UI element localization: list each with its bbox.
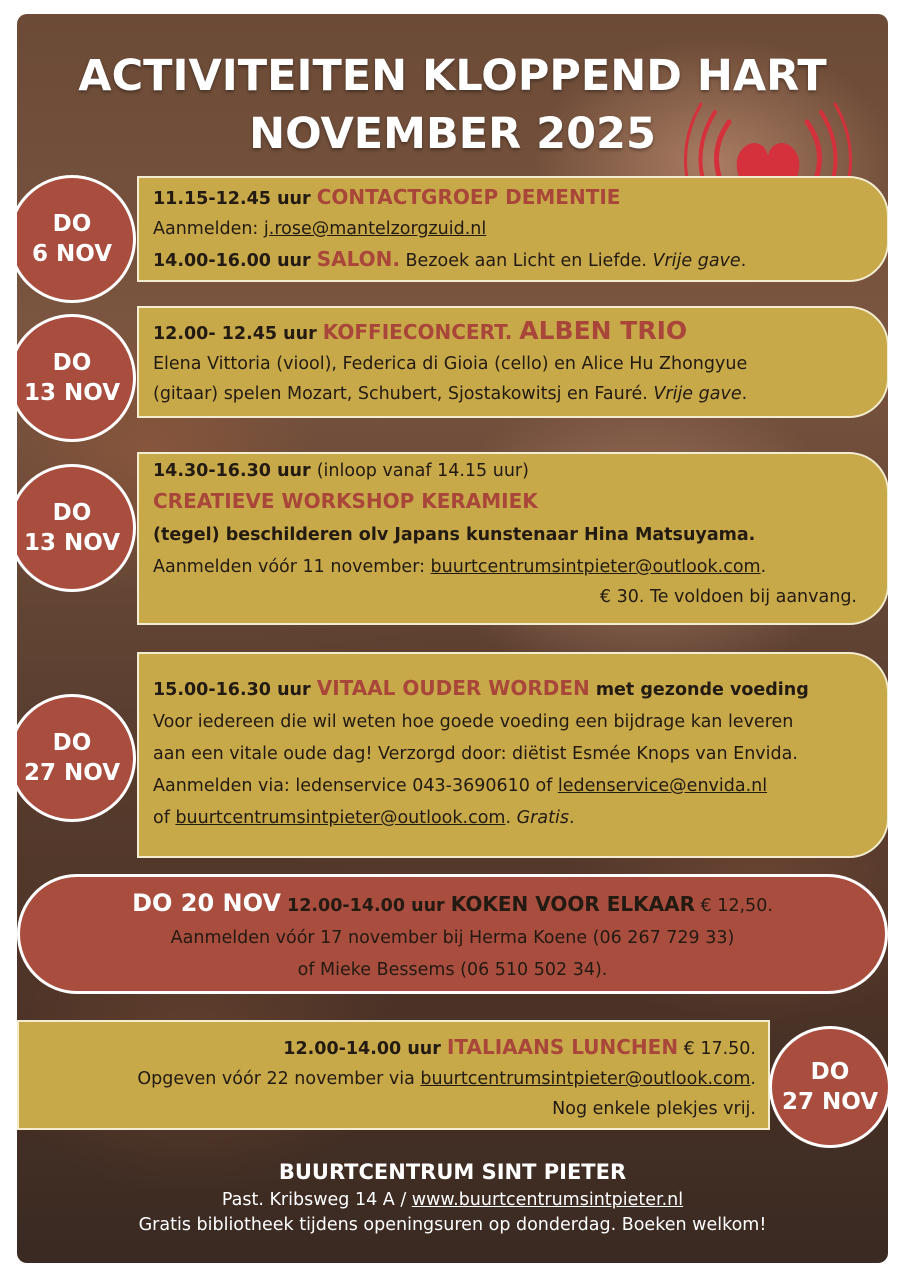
- punctuation: .: [568, 808, 575, 828]
- event-line: [153, 379, 887, 409]
- event-line: [153, 770, 887, 802]
- event-line: Elena Vittoria (viool), Federica di Gioia (cello) en Alice Hu Zhongyue: [153, 354, 748, 374]
- event-line: [153, 486, 887, 518]
- date-badge: [17, 464, 136, 592]
- email-link[interactable]: buurtcentrumsintpieter@outlook.com: [175, 808, 506, 828]
- badge-date: 13 NOV: [24, 530, 120, 556]
- event-subtitle: met gezonde voeding: [589, 680, 809, 700]
- event-time: 15.00-16.30 uur: [153, 680, 317, 700]
- connector-text: of: [153, 808, 176, 828]
- website-link[interactable]: www.buurtcentrumsintpieter.nl: [411, 1190, 684, 1210]
- poster-title-line1: ACTIVITEITEN KLOPPEND HART: [78, 51, 827, 101]
- event-time: 12.00-14.00 uur: [280, 896, 451, 916]
- event-title: CREATIEVE WORKSHOP KERAMIEK: [153, 489, 538, 513]
- badge-day: DO: [52, 730, 92, 756]
- event-line: [153, 182, 887, 214]
- email-link[interactable]: j.rose@mantelzorgzuid.nl: [263, 219, 487, 239]
- event-title: CONTACTGROEP DEMENTIE: [316, 185, 621, 209]
- event-line: [153, 456, 887, 486]
- badge-day: DO: [52, 211, 92, 237]
- event-time: 12.00-14.00 uur: [283, 1039, 447, 1059]
- event-price: € 17.50.: [678, 1039, 756, 1059]
- event-card-workshop: [137, 452, 888, 625]
- event-time: 12.00- 12.45 uur: [153, 324, 323, 344]
- event-line: [19, 1032, 756, 1064]
- event-line: [153, 518, 887, 552]
- address-text: Past. Kribsweg 14 A /: [221, 1190, 412, 1210]
- event-title: KOKEN VOOR ELKAAR: [450, 892, 695, 916]
- punctuation: .: [505, 808, 517, 828]
- event-card-koffieconcert: [137, 306, 888, 418]
- event-line: [153, 316, 887, 349]
- event-line: aan een vitale oude dag! Verzorgd door: diëtist Esmée Knops van Envida.: [153, 744, 798, 764]
- event-title: VITAAL OUDER WORDEN: [316, 676, 590, 700]
- punctuation: .: [750, 1069, 756, 1089]
- signup-label: Aanmelden:: [153, 219, 264, 239]
- event-price: € 30. Te voldoen bij aanvang.: [599, 587, 857, 607]
- poster-title-line2: NOVEMBER 2025: [249, 109, 656, 159]
- signup-label: Aanmelden via: ledenservice 043-3690610 of: [153, 776, 558, 796]
- event-time: 11.15-12.45 uur: [153, 189, 317, 209]
- poster: [17, 14, 888, 1263]
- event-line: Aanmelden vóór 17 november bij Herma Koene (06 267 729 33): [170, 928, 735, 948]
- punctuation: .: [504, 320, 520, 344]
- event-line: Nog enkele plekjes vrij.: [552, 1099, 756, 1119]
- badge-date: 27 NOV: [24, 760, 120, 786]
- badge-date: 13 NOV: [24, 380, 120, 406]
- event-line: of Mieke Bessems (06 510 502 34).: [297, 960, 608, 980]
- event-title: KOFFIECONCERT: [322, 320, 505, 344]
- price-note: Vrije gave: [652, 251, 741, 271]
- event-title: SALON.: [316, 247, 400, 271]
- event-line: Voor iedereen die wil weten hoe goede voeding een bijdrage kan leveren: [153, 712, 794, 732]
- event-line: [153, 552, 887, 582]
- date-badge: [17, 175, 136, 303]
- event-card-koken: [17, 874, 888, 994]
- event-description: (inloop vanaf 14.15 uur): [316, 461, 529, 481]
- badge-day: DO: [52, 350, 92, 376]
- event-line: [20, 887, 885, 922]
- event-description: Bezoek aan Licht en Liefde.: [399, 251, 653, 271]
- event-card-vitaal: [137, 652, 888, 858]
- date-badge: [17, 314, 136, 442]
- email-link[interactable]: buurtcentrumsintpieter@outlook.com: [430, 557, 761, 577]
- badge-date: 27 NOV: [782, 1089, 878, 1115]
- event-time: 14.30-16.30 uur: [153, 461, 317, 481]
- badge-day: DO: [810, 1059, 850, 1085]
- date-badge: [769, 1026, 888, 1148]
- event-line: [19, 1064, 756, 1094]
- date-badge: [17, 694, 136, 822]
- email-link[interactable]: ledenservice@envida.nl: [557, 776, 768, 796]
- price-note: Vrije gave: [653, 384, 742, 404]
- signup-label: Opgeven vóór 22 november via: [137, 1069, 421, 1089]
- event-time: 14.00-16.00 uur: [153, 251, 317, 271]
- footer-address: [17, 1187, 888, 1213]
- footer-note: Gratis bibliotheek tijdens openingsuren op donderdag. Boeken welkom!: [138, 1215, 767, 1235]
- event-card-contactgroep: [137, 176, 888, 282]
- event-line: [153, 802, 887, 834]
- event-description: (gitaar) spelen Mozart, Schubert, Sjostakowitsj en Fauré.: [153, 384, 654, 404]
- footer-org-name: BUURTCENTRUM SINT PIETER: [278, 1160, 627, 1184]
- price-note: Gratis: [516, 808, 569, 828]
- event-title: ITALIAANS LUNCHEN: [446, 1035, 679, 1059]
- event-line: [153, 244, 887, 276]
- event-line: [153, 214, 887, 244]
- event-card-lunch: [17, 1020, 770, 1130]
- event-subtitle: ALBEN TRIO: [519, 316, 688, 345]
- punctuation: .: [741, 384, 748, 404]
- punctuation: .: [740, 251, 747, 271]
- event-price: € 12,50.: [694, 896, 773, 916]
- event-line: [153, 672, 887, 706]
- punctuation: .: [760, 557, 767, 577]
- badge-date: 6 NOV: [32, 241, 112, 267]
- event-date: DO 20 NOV: [132, 889, 281, 917]
- signup-label: Aanmelden vóór 11 november:: [153, 557, 431, 577]
- badge-day: DO: [52, 500, 92, 526]
- event-description: (tegel) beschilderen olv Japans kunstenaar Hina Matsuyama.: [153, 525, 756, 545]
- email-link[interactable]: buurtcentrumsintpieter@outlook.com: [420, 1069, 751, 1089]
